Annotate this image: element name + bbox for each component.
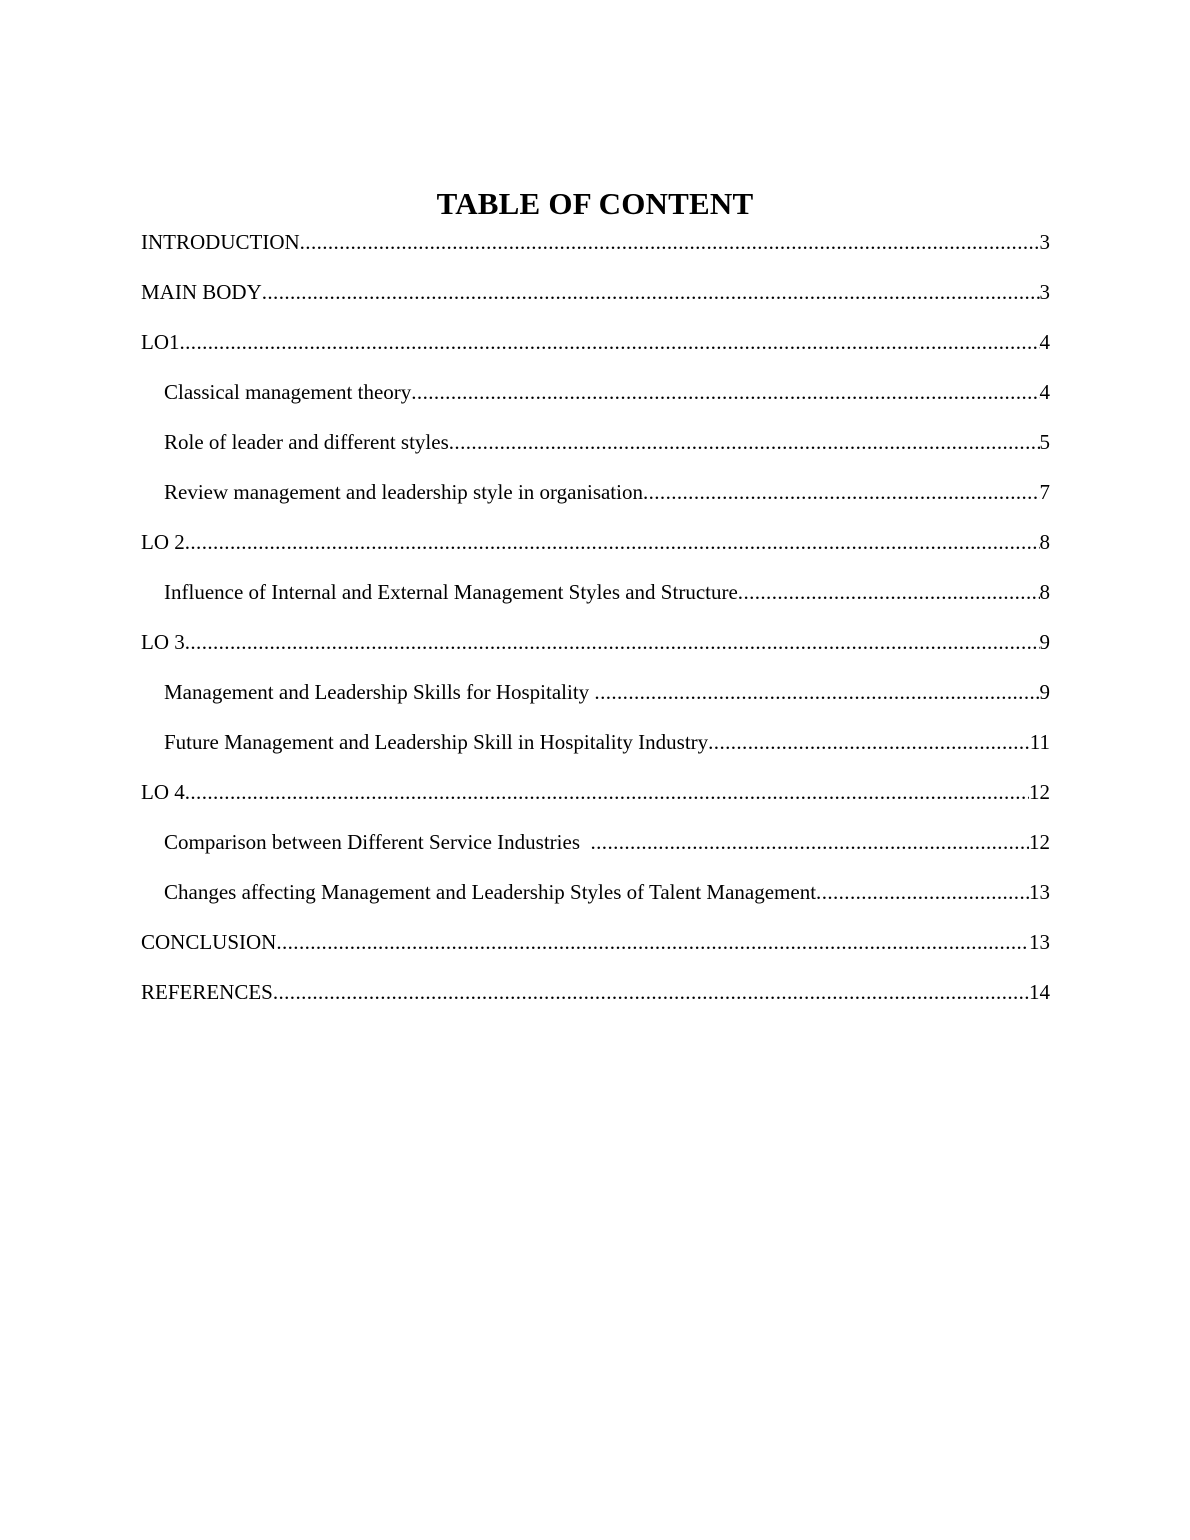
dot-leader	[300, 226, 1040, 258]
toc-entry-label: LO 2	[141, 530, 185, 554]
toc-entry-label: Review management and leadership style in organisation	[164, 480, 643, 504]
toc-entry-management-leadership-skills[interactable]	[141, 676, 1050, 726]
toc-entry-page: 5	[1039, 430, 1050, 454]
dot-leader	[185, 776, 1029, 808]
dot-leader	[591, 826, 1030, 858]
toc-entry-label: Role of leader and different styles	[164, 430, 449, 454]
toc-title: TABLE OF CONTENT	[436, 186, 754, 221]
dot-leader	[449, 426, 1040, 458]
dot-leader	[180, 326, 1040, 358]
toc-entry-page: 3	[1039, 280, 1050, 304]
toc-entry-review-management[interactable]	[141, 476, 1050, 526]
toc-entry-classical-management-theory[interactable]	[141, 376, 1050, 426]
toc-entry-page: 9	[1039, 680, 1050, 704]
toc-entry-conclusion[interactable]	[141, 926, 1050, 976]
toc-entry-label: REFERENCES	[141, 980, 273, 1004]
dot-leader	[273, 976, 1029, 1008]
toc-entry-page: 11	[1029, 730, 1050, 754]
toc-entry-role-of-leader[interactable]	[141, 426, 1050, 476]
dot-leader	[185, 526, 1040, 558]
toc-entry-page: 7	[1039, 480, 1050, 504]
toc-entry-page: 8	[1039, 530, 1050, 554]
toc-entry-page: 9	[1039, 630, 1050, 654]
toc-entry-lo1[interactable]	[141, 326, 1050, 376]
dot-leader	[411, 376, 1039, 408]
toc-entry-page: 12	[1029, 830, 1050, 854]
toc-entry-label: Management and Leadership Skills for Hospitality	[164, 680, 595, 704]
toc-entry-lo2[interactable]	[141, 526, 1050, 576]
toc-entry-page: 14	[1029, 980, 1050, 1004]
toc-entry-main-body[interactable]	[141, 276, 1050, 326]
toc-entry-references[interactable]	[141, 976, 1050, 1026]
toc-entry-page: 13	[1029, 880, 1050, 904]
toc-entry-label: LO 3	[141, 630, 185, 654]
toc-entry-label: LO 4	[141, 780, 185, 804]
toc-entry-page: 4	[1039, 330, 1050, 354]
toc-entry-label: CONCLUSION	[141, 930, 277, 954]
toc-entry-label: INTRODUCTION	[141, 230, 300, 254]
toc-entry-label: MAIN BODY	[141, 280, 262, 304]
dot-leader	[262, 276, 1040, 308]
toc-entry-page: 8	[1039, 580, 1050, 604]
toc-entry-influence-management-styles[interactable]	[141, 576, 1050, 626]
toc-list	[141, 226, 1050, 1026]
toc-entry-page: 13	[1029, 930, 1050, 954]
toc-entry-page: 3	[1039, 230, 1050, 254]
toc-entry-comparison-service-industries[interactable]	[141, 826, 1050, 876]
dot-leader	[708, 726, 1030, 758]
toc-entry-label: Comparison between Different Service Industries	[164, 830, 591, 854]
toc-entry-introduction[interactable]	[141, 226, 1050, 276]
toc-entry-label: Classical management theory	[164, 380, 412, 404]
toc-entry-label: Future Management and Leadership Skill in Hospitality Industry	[164, 730, 709, 754]
toc-entry-label: Influence of Internal and External Management Styles and Structure	[164, 580, 738, 604]
dot-leader	[738, 576, 1040, 608]
dot-leader	[643, 476, 1040, 508]
toc-entry-changes-talent-management[interactable]	[141, 876, 1050, 926]
dot-leader	[594, 676, 1039, 708]
toc-entry-page: 12	[1029, 780, 1050, 804]
toc-entry-label: LO1	[141, 330, 180, 354]
toc-entry-future-management[interactable]	[141, 726, 1050, 776]
dot-leader	[185, 626, 1040, 658]
toc-entry-lo4[interactable]	[141, 776, 1050, 826]
toc-entry-lo3[interactable]	[141, 626, 1050, 676]
toc-entry-label: Changes affecting Management and Leadership Styles of Talent Management	[164, 880, 817, 904]
dot-leader	[276, 926, 1029, 958]
dot-leader	[816, 876, 1029, 908]
toc-entry-page: 4	[1039, 380, 1050, 404]
